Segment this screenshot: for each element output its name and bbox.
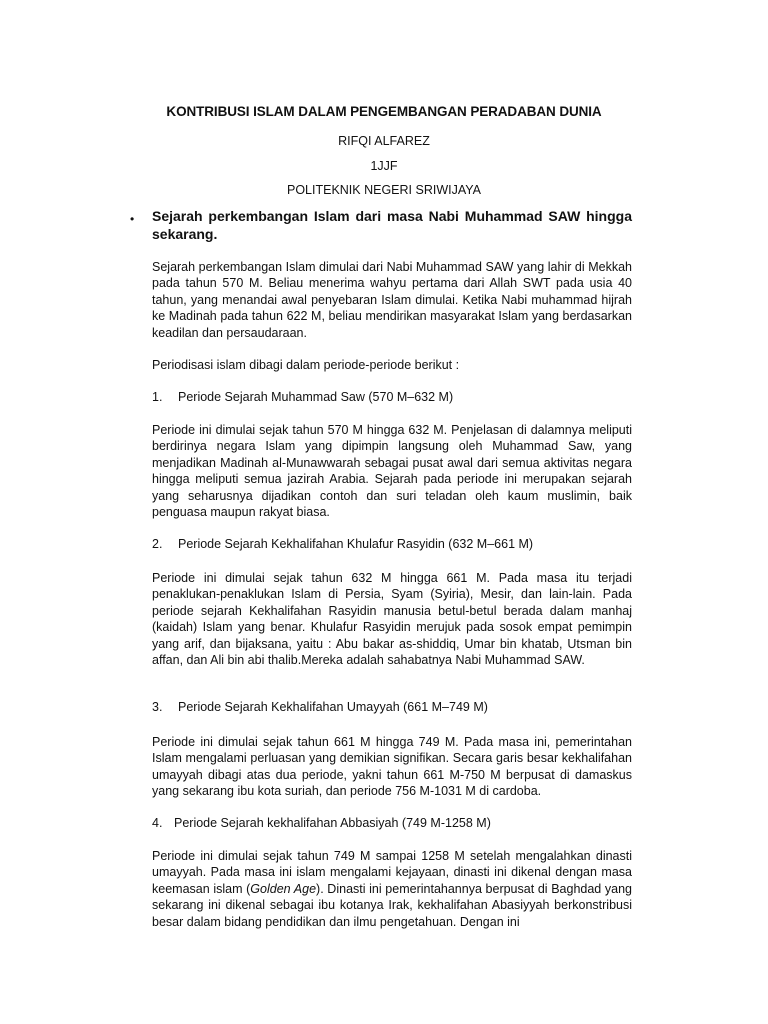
period-heading-4 [152, 816, 491, 830]
author-name: RIFQI ALFAREZ [338, 134, 430, 148]
document-title: KONTRIBUSI ISLAM DALAM PENGEMBANGAN PERADABAN DUNIA [166, 104, 602, 119]
period-heading-1 [152, 390, 453, 404]
period-paragraph-1: Periode ini dimulai sejak tahun 570 M hingga 632 M. Penjelasan di dalamnya meliputi berdirinya negara Islam yang dipimpin langsung oleh Muhammad Saw, yang menjadikan Madinah al-Munawwarah sebagai pusat awal dari semua aktivitas negara hingga meliputi semua jazirah Arabia. Sejarah pada periode ini merupakan sejarah yang seharusnya dijadikan contoh dan suri teladan oleh kaum muslimin, baik penguasa maupun rakyat biasa. [152, 423, 632, 520]
institution-name: POLITEKNIK NEGERI SRIWIJAYA [286, 183, 482, 197]
period-title: Periode Sejarah Kekhalifahan Khulafur Rasyidin (632 M–661 M) [178, 537, 534, 551]
periodization-text: Periodisasi islam dibagi dalam periode-periode berikut : [152, 358, 460, 372]
period-number: 1. [152, 390, 163, 404]
golden-age-term: Golden Age [250, 881, 317, 896]
period-paragraph-3: Periode ini dimulai sejak tahun 661 M hingga 749 M. Pada masa ini, pemerintahan Islam mengalami perluasan yang demikian signifikan. Secara garis besar kekhalifahan umayyah dibagi atas dua periode, yakni tahun 661 M-750 M berpusat di damaskus yang sekarang ibu kota suriah, dan periode 756 M-1031 M di cardoba. [152, 735, 632, 799]
paragraph-text: ). Dinasti ini pemerintahannya berpusat di Baghdad yang sekarang ini dikenal sebagai ibu kotanya Irak, kekhalifahan Abasiyyah berkonstribusi besar dalam bidang pendidikan dan ilmu pengetahuan. Dengan ini [152, 881, 632, 929]
bullet-point: • [130, 212, 135, 226]
period-number: 3. [152, 700, 163, 714]
period-title: Periode Sejarah Muhammad Saw (570 M–632 M) [178, 390, 454, 404]
paragraph-text: Periode ini dimulai sejak tahun 749 M sampai 1258 M setelah mengalahkan dinasti umayyah. Pada masa ini islam mengalami kejayaan, dinasti ini dikenal dengan masa keemasan islam ( [152, 849, 632, 896]
period-title: Periode Sejarah Kekhalifahan Umayyah (661 M–749 M) [178, 700, 488, 714]
period-title: Periode Sejarah kekhalifahan Abbasiyah (749 M-1258 M) [174, 816, 491, 830]
period-heading-2 [152, 537, 533, 551]
period-heading-3 [152, 700, 488, 714]
intro-paragraph: Sejarah perkembangan Islam dimulai dari Nabi Muhammad SAW yang lahir di Mekkah pada tahun 570 M. Beliau menerima wahyu pertama dari Allah SWT pada usia 40 tahun, yang menandai awal penyebaran Islam dimulai. Ketika Nabi muhammad hijrah ke Madinah pada tahun 622 M, beliau mendirikan masyarakat Islam yang berdasarkan keadilan dan persaudaraan. [152, 260, 632, 340]
period-paragraph-4 [152, 848, 632, 930]
period-paragraph-2: Periode ini dimulai sejak tahun 632 M hingga 661 M. Pada masa itu terjadi penaklukan-penaklukan Islam di Persia, Syam (Syiria), Mesir, dan lain-lain. Pada periode sejarah Kekhalifahan Rasyidin manusia betul-betul berada dalam manhaj (kaidah) Islam yang benar. Khulafur Rasyidin merujuk pada sosok empat pemimpin yang arif, dan bijaksana, yaitu : Abu bakar as-shiddiq, Umar bin khatab, Utsman bin affan, dan Ali bin abi thalib.Mereka adalah sahabatnya Nabi Muhammad SAW. [152, 571, 632, 668]
class-code: 1JJF [370, 159, 398, 173]
period-number: 2. [152, 537, 163, 551]
section-heading: Sejarah perkembangan Islam dari masa Nabi Muhammad SAW hingga sekarang. [152, 208, 632, 242]
period-number: 4. [152, 816, 163, 830]
